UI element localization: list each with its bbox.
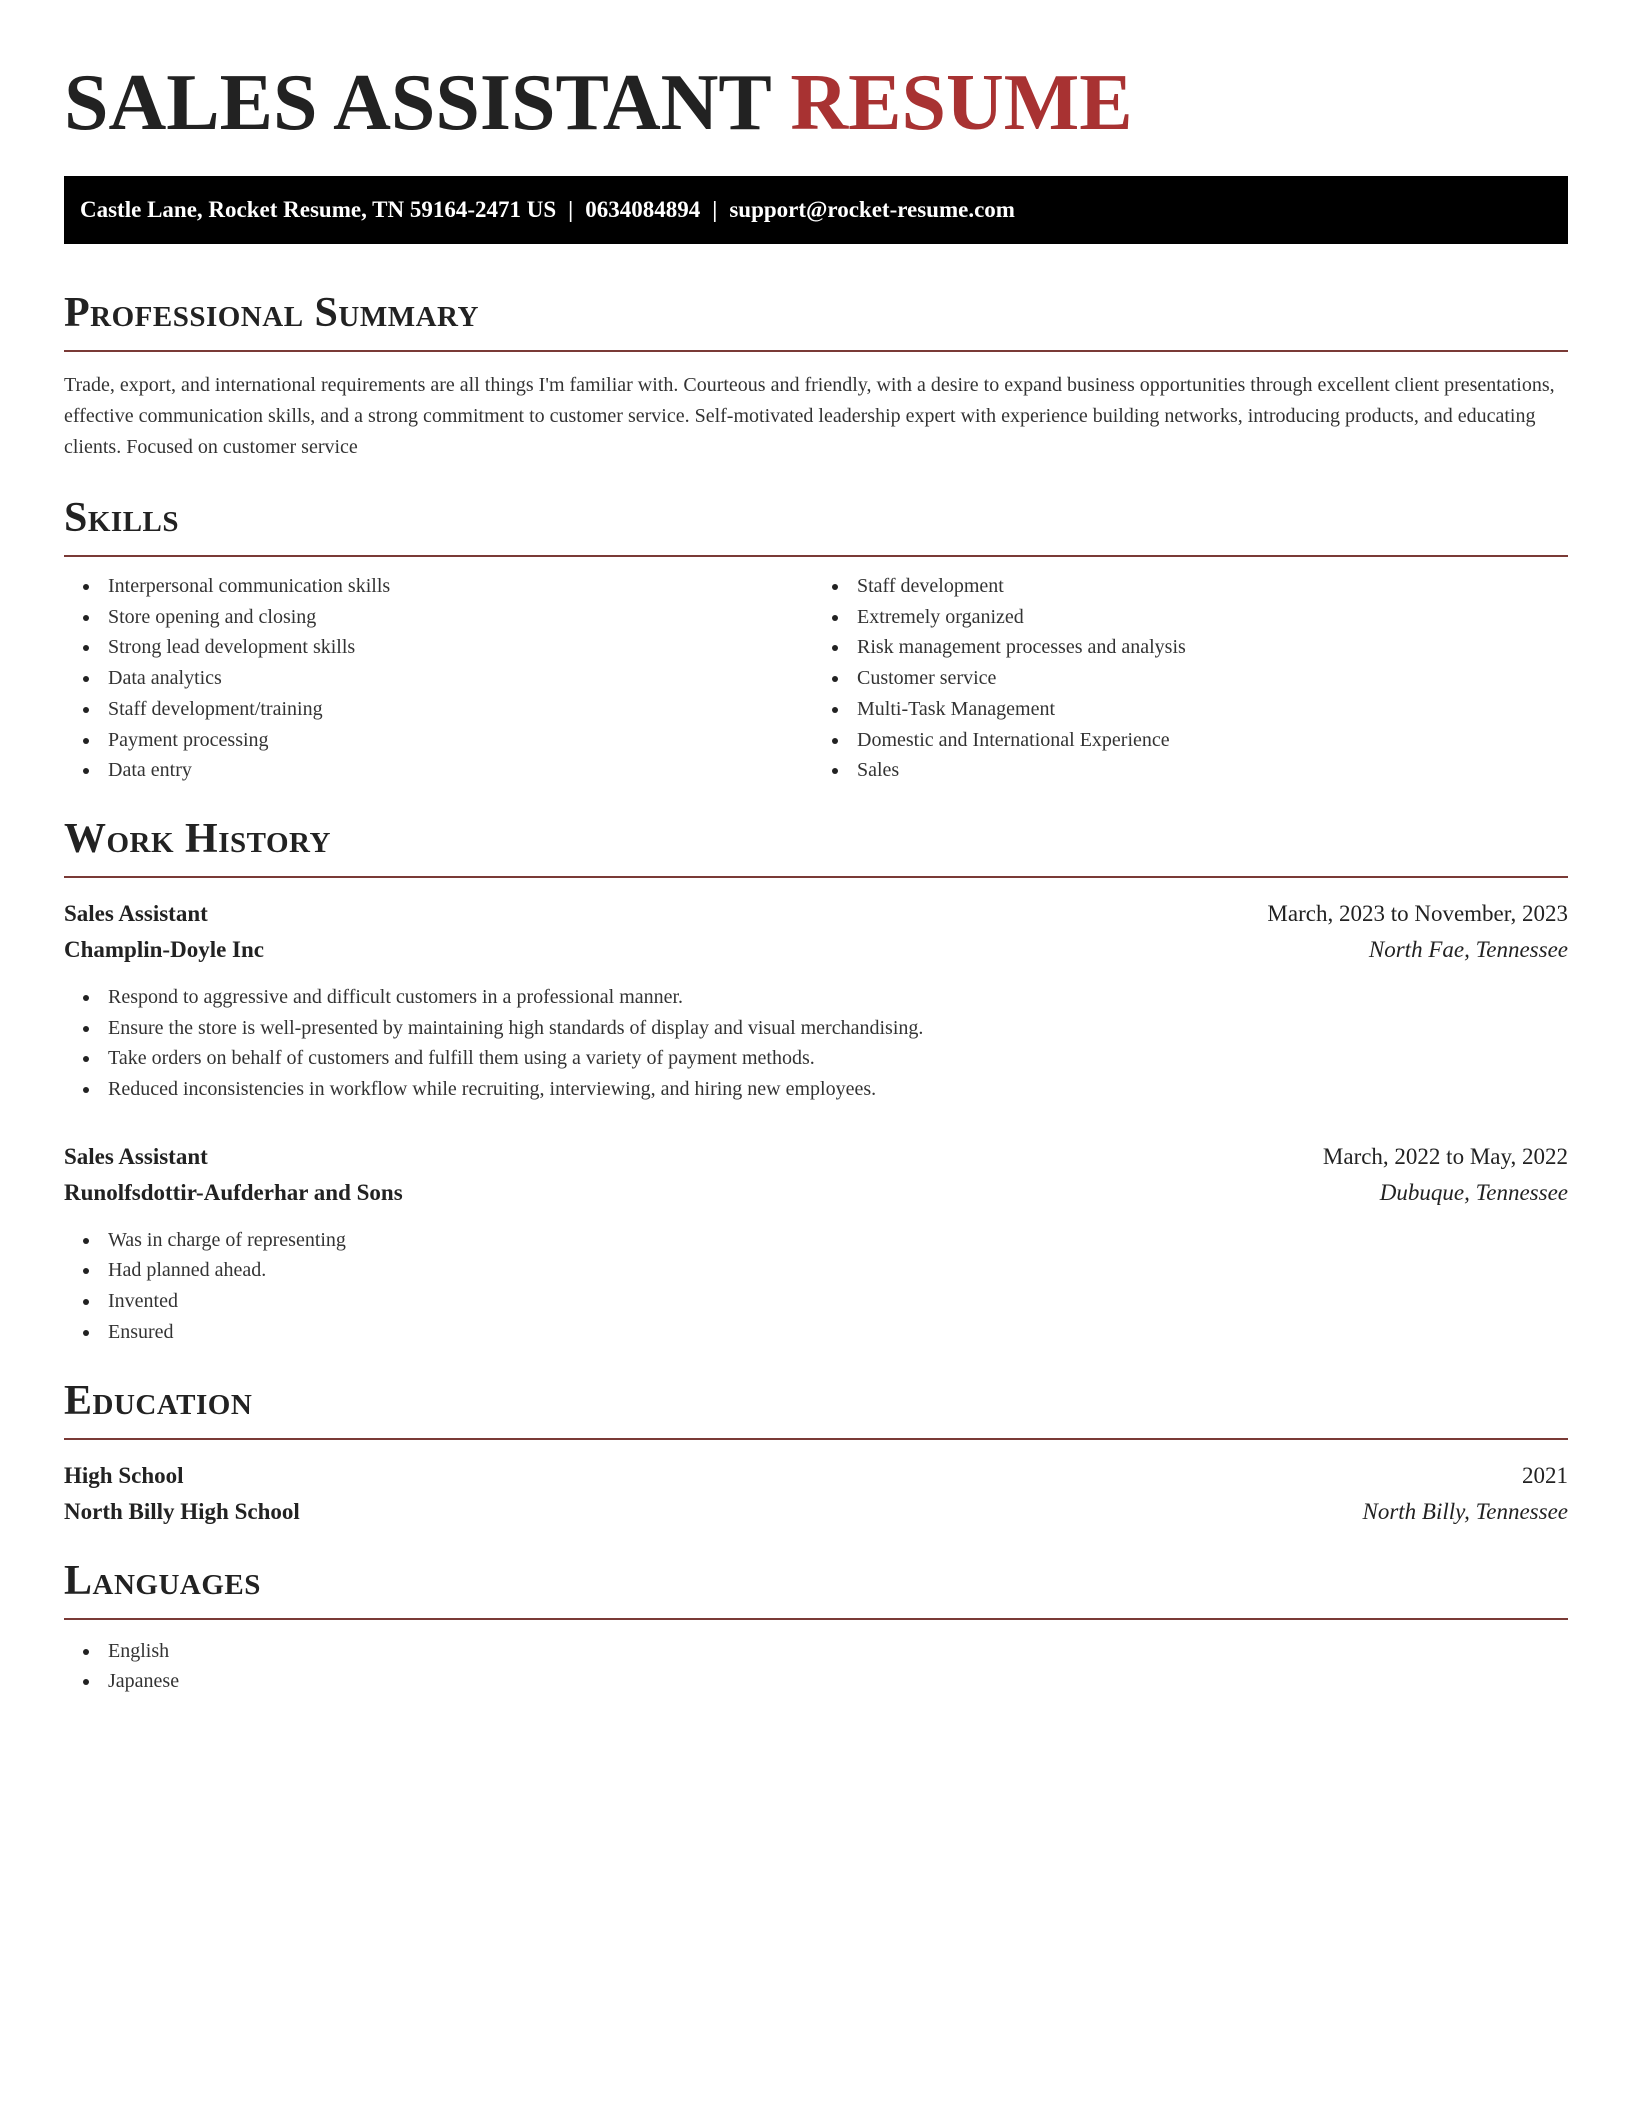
contact-email: support@rocket-resume.com bbox=[729, 197, 1015, 222]
job-duty: Was in charge of representing bbox=[108, 1225, 1568, 1256]
skill-item: Interpersonal communication skills bbox=[108, 571, 819, 602]
section-divider bbox=[64, 1438, 1568, 1440]
summary-text: Trade, export, and international requirements are all things I'm familiar with. Courteous and friendly, with a desire to expand business opportunities through excellent client presentations, effective communication skills, and a strong commitment to customer service. Self-motivated leadership expert with experience building networks, introducing products, and educating clients. Focused on customer service bbox=[64, 374, 1555, 458]
job-duties bbox=[64, 1225, 1568, 1348]
job-title: Sales Assistant bbox=[64, 1143, 208, 1169]
job-title-row bbox=[64, 1139, 1568, 1175]
job-title-row bbox=[64, 896, 1568, 932]
job-location: North Fae, Tennessee bbox=[1368, 936, 1568, 962]
contact-phone: 0634084894 bbox=[585, 197, 701, 222]
skill-item: Multi-Task Management bbox=[857, 694, 1568, 725]
language-item: Japanese bbox=[108, 1666, 1568, 1697]
skill-item: Staff development/training bbox=[108, 694, 819, 725]
job-location: Dubuque, Tennessee bbox=[1379, 1179, 1568, 1205]
contact-bar bbox=[64, 176, 1568, 244]
section-divider bbox=[64, 555, 1568, 557]
skills-grid bbox=[64, 571, 1568, 786]
section-divider bbox=[64, 350, 1568, 352]
job-company-row bbox=[64, 1175, 1568, 1211]
education-location: North Billy, Tennessee bbox=[1362, 1498, 1568, 1524]
skills-list-right bbox=[819, 571, 1568, 786]
job-entry bbox=[64, 1139, 1568, 1348]
skill-item: Sales bbox=[857, 755, 1568, 786]
title-main: SALES ASSISTANT bbox=[64, 59, 771, 147]
skills-list-left bbox=[64, 571, 819, 786]
resume-page bbox=[64, 0, 1568, 1697]
job-duty: Had planned ahead. bbox=[108, 1255, 1568, 1286]
skill-item: Customer service bbox=[857, 663, 1568, 694]
job-duty: Ensured bbox=[108, 1317, 1568, 1348]
education-school-row bbox=[64, 1494, 1568, 1530]
skills-heading: Skills bbox=[64, 495, 180, 541]
education-heading: Education bbox=[64, 1377, 253, 1424]
resume-title bbox=[64, 0, 1568, 148]
skill-item: Data analytics bbox=[108, 663, 819, 694]
job-duty: Respond to aggressive and difficult customers in a professional manner. bbox=[108, 982, 1568, 1013]
work-history-heading: Work History bbox=[64, 815, 331, 862]
title-accent: RESUME bbox=[790, 59, 1133, 147]
languages-heading: Languages bbox=[64, 1557, 261, 1604]
job-duty: Take orders on behalf of customers and fulfill them using a variety of payment methods. bbox=[108, 1043, 1568, 1074]
education-year: 2021 bbox=[1522, 1462, 1568, 1488]
education-school: North Billy High School bbox=[64, 1498, 300, 1524]
skill-item: Data entry bbox=[108, 755, 819, 786]
job-title: Sales Assistant bbox=[64, 900, 208, 926]
section-divider bbox=[64, 1618, 1568, 1620]
section-divider bbox=[64, 876, 1568, 878]
job-dates: March, 2022 to May, 2022 bbox=[1322, 1143, 1568, 1169]
education-entry bbox=[64, 1458, 1568, 1530]
job-company: Champlin-Doyle Inc bbox=[64, 936, 264, 962]
language-item: English bbox=[108, 1636, 1568, 1667]
job-duty: Ensure the store is well-presented by maintaining high standards of display and visual merchandising. bbox=[108, 1013, 1568, 1044]
skill-item: Payment processing bbox=[108, 725, 819, 756]
job-duties bbox=[64, 982, 1568, 1105]
job-duty: Reduced inconsistencies in workflow while recruiting, interviewing, and hiring new employees. bbox=[108, 1074, 1568, 1105]
languages-list bbox=[64, 1636, 1568, 1697]
skill-item: Store opening and closing bbox=[108, 602, 819, 633]
skill-item: Staff development bbox=[857, 571, 1568, 602]
skill-item: Domestic and International Experience bbox=[857, 725, 1568, 756]
education-degree: High School bbox=[64, 1462, 184, 1488]
contact-separator: | bbox=[712, 197, 718, 222]
skill-item: Extremely organized bbox=[857, 602, 1568, 633]
job-entry bbox=[64, 896, 1568, 1105]
skill-item: Strong lead development skills bbox=[108, 632, 819, 663]
education-degree-row bbox=[64, 1458, 1568, 1494]
skill-item: Risk management processes and analysis bbox=[857, 632, 1568, 663]
job-dates: March, 2023 to November, 2023 bbox=[1267, 900, 1568, 926]
summary-heading: Professional Summary bbox=[64, 290, 479, 336]
job-company: Runolfsdottir-Aufderhar and Sons bbox=[64, 1179, 403, 1205]
contact-address: Castle Lane, Rocket Resume, TN 59164-2471 US bbox=[80, 197, 557, 222]
job-duty: Invented bbox=[108, 1286, 1568, 1317]
contact-separator: | bbox=[568, 197, 574, 222]
job-company-row bbox=[64, 932, 1568, 968]
